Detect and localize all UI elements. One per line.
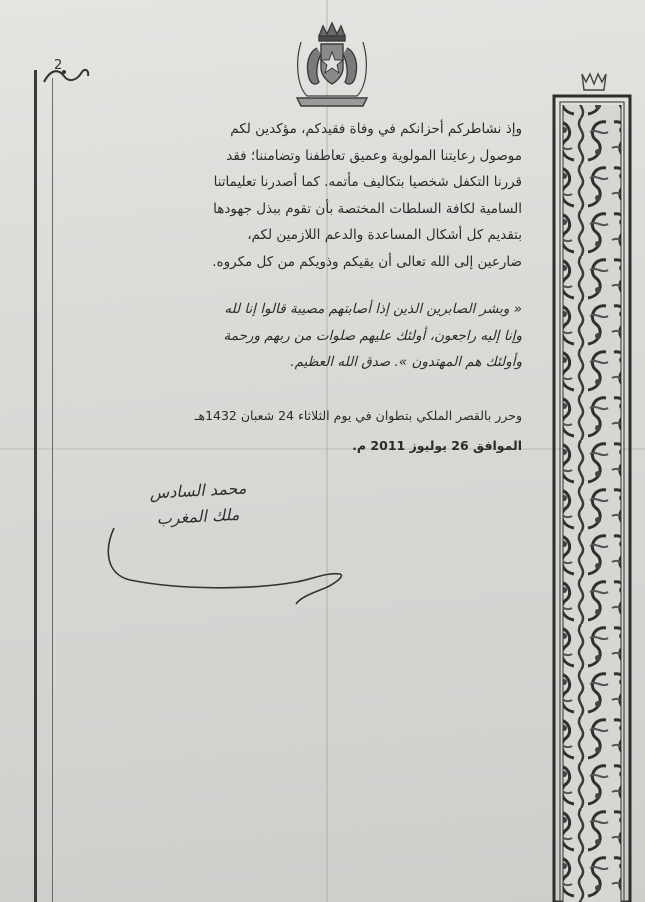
signature-title: ملك المغرب	[156, 504, 240, 529]
body-line: ضارعين إلى الله تعالى أن يقيكم وذويكم من كل مكروه.	[212, 253, 522, 270]
margin-flourish-icon	[42, 60, 92, 90]
left-margin-rule-inner	[52, 78, 53, 902]
quote-line: « وبشر الصابرين الذين إذا أصابتهم مصيبة قالوا إنا لله	[224, 301, 522, 317]
body-line: بتقديم كل أشكال المساعدة والدعم اللازمين لكم،	[247, 227, 522, 243]
page-number: 2	[54, 58, 63, 73]
arabesque-border-ornament	[552, 72, 634, 902]
letter-body	[72, 116, 522, 275]
closing-gregorian-date: الموافق 26 يوليوز 2011 م.	[352, 438, 522, 453]
royal-coat-of-arms-icon	[287, 18, 377, 108]
body-line: وإذ نشاطركم أحزانكم في وفاة فقيدكم، مؤكدين لكم	[230, 121, 522, 137]
body-line: موصول رعايتنا المولوية وعميق تعاطفنا وتضامننا؛ فقد	[226, 147, 522, 164]
closing-location-date: وحرر بالقصر الملكي بتطوان في يوم الثلاثاء 24 شعبان 1432هـ	[194, 408, 522, 423]
body-line: السامية لكافة السلطات المختصة بأن تقوم ببذل جهودها	[213, 200, 522, 217]
signature-name: محمد السادس	[149, 478, 247, 503]
left-margin-rule	[34, 70, 37, 902]
signature-stroke-icon	[100, 520, 360, 620]
body-line: قررنا التكفل شخصيا بتكاليف مأتمه. كما أصدرنا تعليماتنا	[213, 174, 522, 190]
quote-line: وإنا إليه راجعون، أولئك عليهم صلوات من ربهم ورحمة	[223, 327, 522, 344]
quote-line: وأولئك هم المهتدون ». صدق الله العظيم.	[290, 354, 522, 370]
quran-quote	[72, 296, 522, 376]
